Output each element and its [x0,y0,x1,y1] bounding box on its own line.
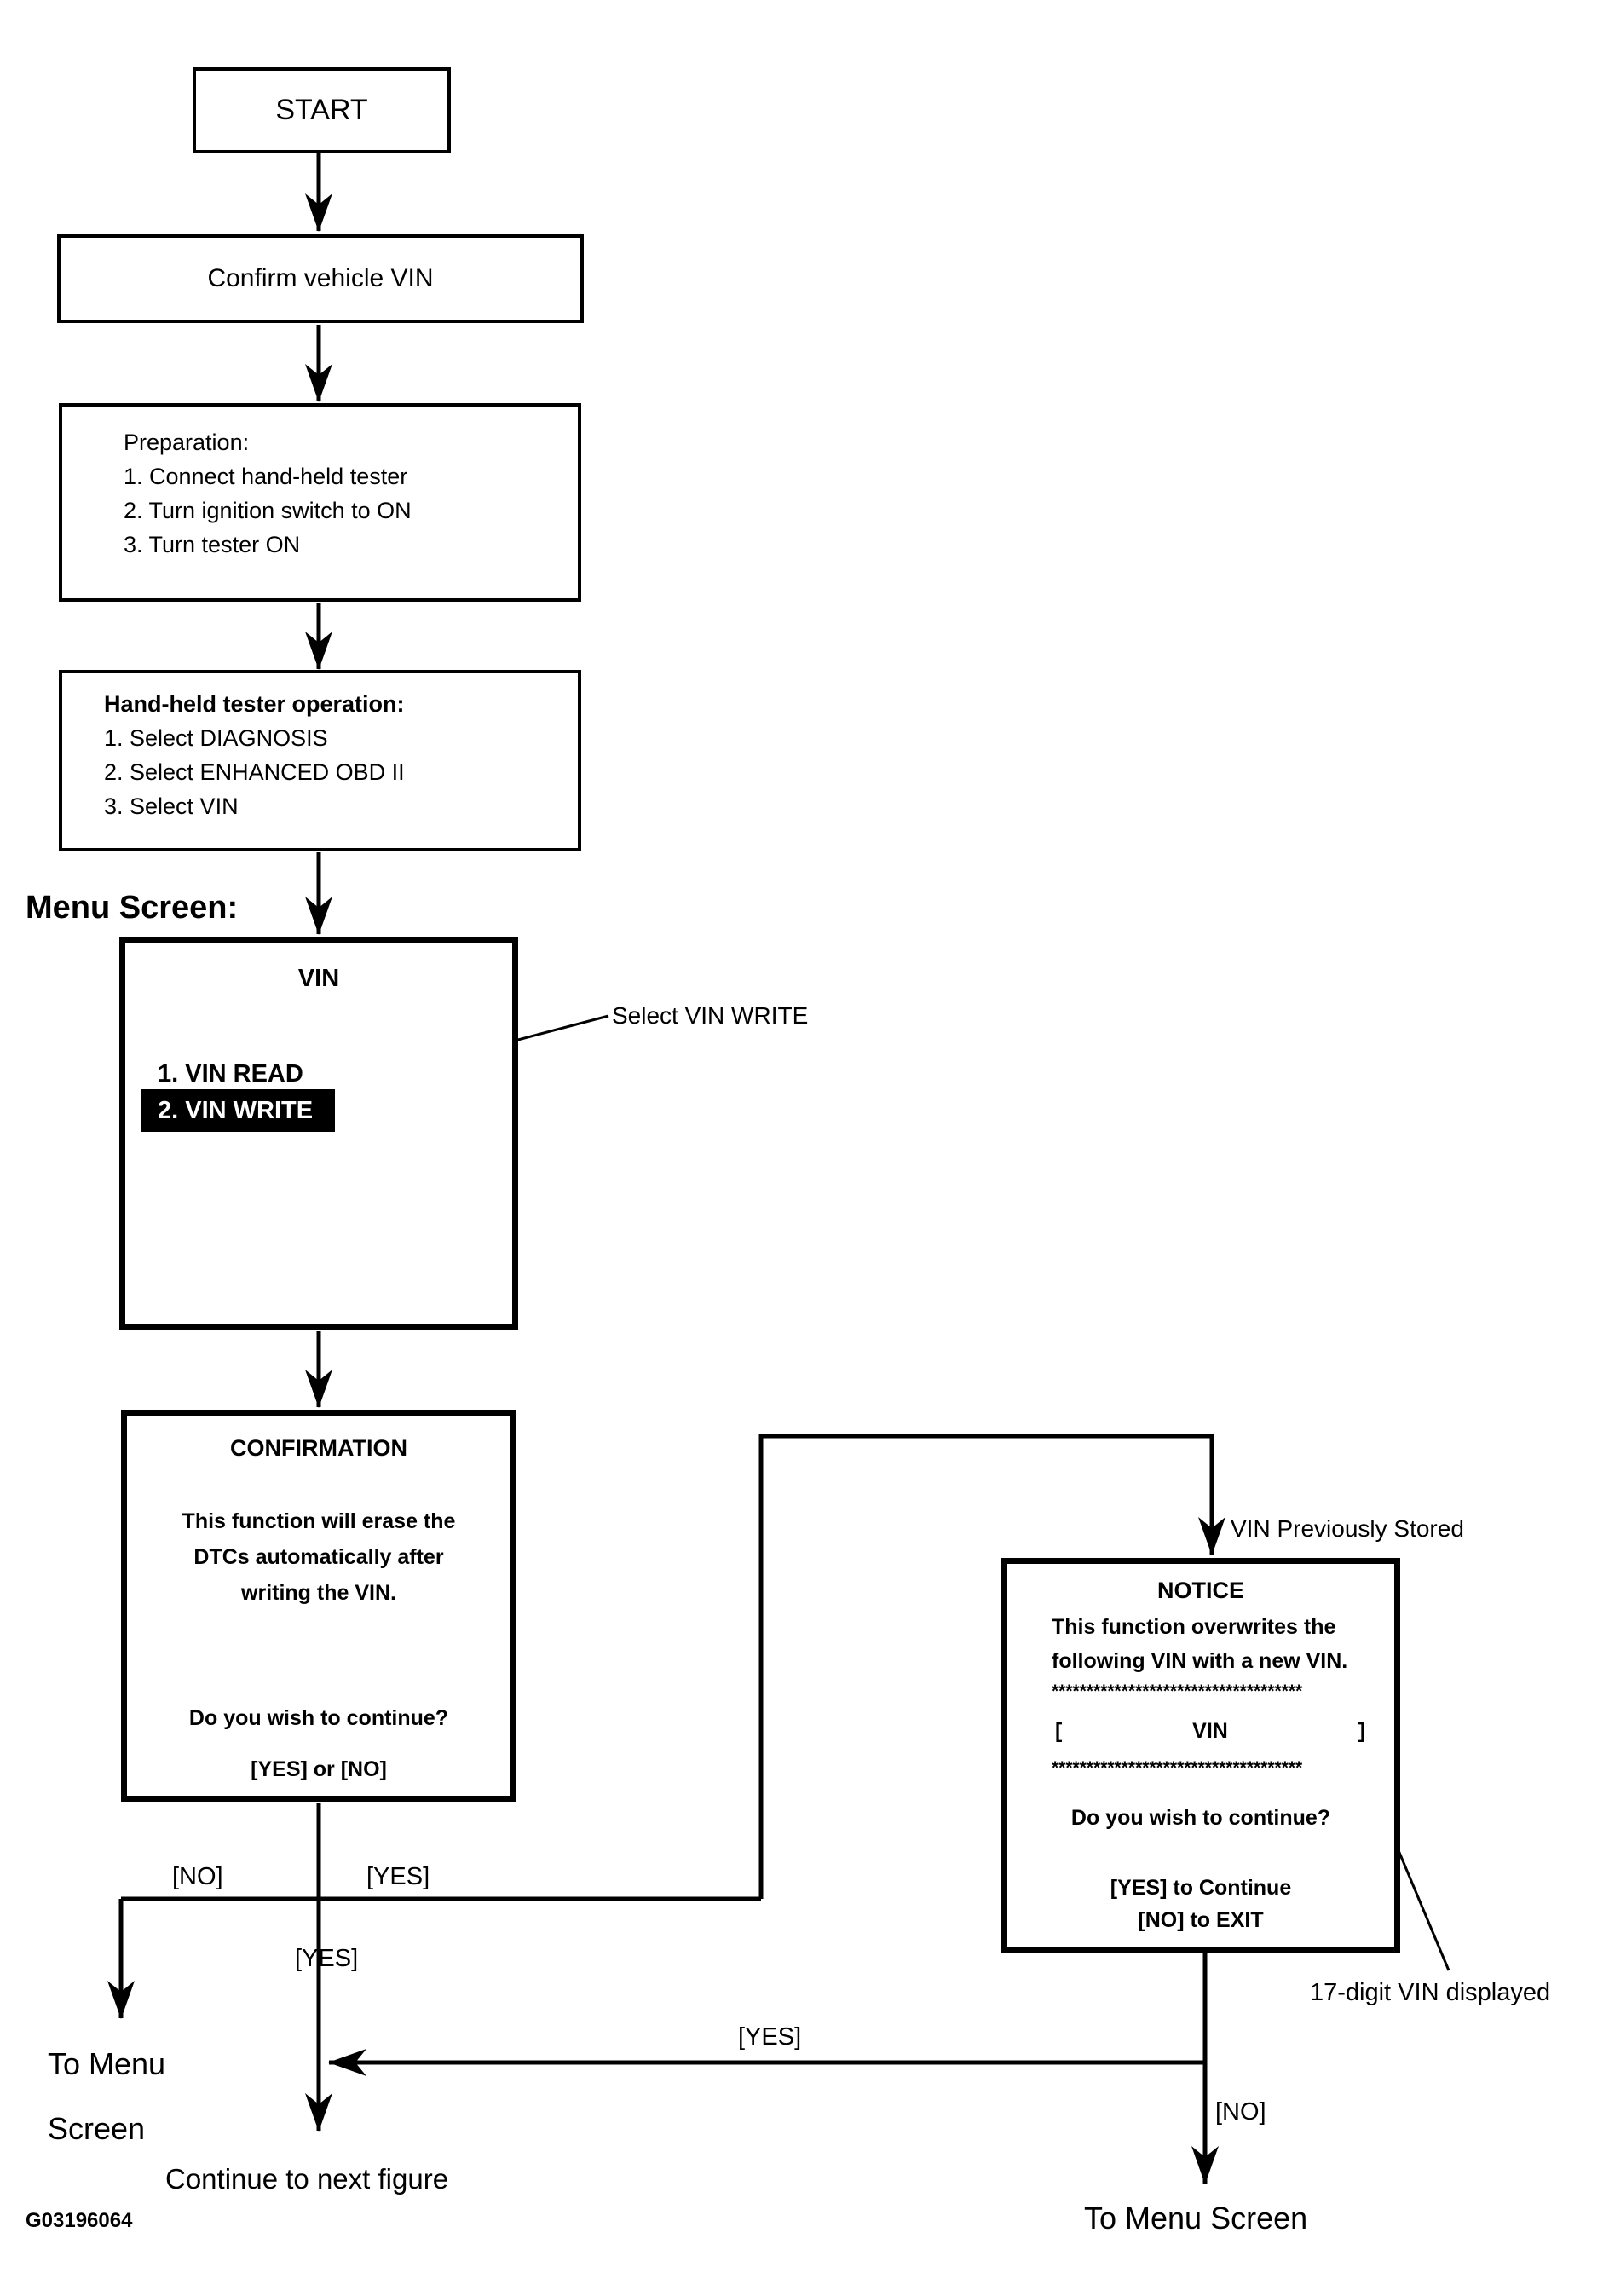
confirmation-screen [121,1410,516,1802]
stored-vin-value: VIN [1192,1719,1228,1743]
asterisk-divider-top: ************************************ [1052,1682,1303,1701]
bracket-open: [ [1055,1719,1063,1743]
start-label: START [275,94,368,126]
notice-message [1052,1610,1347,1678]
continue-to-next-figure-label: Continue to next figure [165,2163,449,2195]
vin-menu-screen [119,937,518,1330]
stored-vin-field [1055,1719,1365,1744]
menu-item-vin-read: 1. VIN READ [158,1060,303,1087]
asterisk-divider-bottom: ************************************ [1052,1758,1303,1778]
preparation-step [59,403,581,602]
confirmation-message-line-3: writing the VIN. [241,1581,396,1605]
branch-label-no-notice: [NO] [1215,2098,1266,2126]
menu-screen-caption: Menu Screen: [26,890,239,926]
confirmation-message-line-2: DTCs automatically after [193,1545,444,1569]
notice-message-line-2: following VIN with a new VIN. [1052,1649,1348,1673]
branch-label-yes-right: [YES] [366,1863,430,1890]
tester-operation-step-1: 1. Select DIAGNOSIS [104,725,328,751]
tester-operation-heading: Hand-held tester operation: [104,691,405,717]
notice-yes-option: [YES] to Continue [1110,1876,1292,1900]
notice-message-line-1: This function overwrites the [1052,1615,1336,1639]
vin-previously-stored-label: VIN Previously Stored [1231,1515,1464,1542]
confirmation-message [127,1503,510,1611]
branch-label-no-left: [NO] [172,1863,223,1890]
confirmation-question: Do you wish to continue? [188,1706,449,1730]
confirm-vin-step [57,234,584,323]
preparation-step-1: 1. Connect hand-held tester [124,464,408,489]
branch-label-yes-down: [YES] [295,1945,359,1972]
notice-screen [1001,1558,1400,1953]
notice-no-option: [NO] to EXIT [1138,1908,1264,1932]
vin-displayed-callout: 17-digit VIN displayed [1310,1979,1551,2006]
tester-operation-step-2: 2. Select ENHANCED OBD II [104,759,405,785]
figure-id: G03196064 [26,2209,133,2232]
exit-to-menu-screen-left [48,2032,235,2161]
bracket-close: ] [1358,1719,1365,1743]
preparation-step-2: 2. Turn ignition switch to ON [124,498,412,523]
exit-to-menu-screen-right: To Menu Screen [1084,2201,1308,2235]
confirmation-options: [YES] or [NO] [251,1757,387,1781]
tester-operation-step-3: 3. Select VIN [104,793,239,819]
menu-item-vin-write-selected [141,1089,335,1132]
preparation-heading: Preparation: [124,430,250,455]
exit-left-line-2: Screen [48,2111,146,2146]
preparation-step-3: 3. Turn tester ON [124,532,301,557]
tester-operation-step [59,670,581,851]
start-node [193,67,451,153]
vin-write-label: 2. VIN WRITE [158,1096,314,1124]
select-vin-write-callout: Select VIN WRITE [612,1002,809,1029]
exit-left-line-1: To Menu [48,2046,166,2081]
vin-menu-title: VIN [297,965,340,992]
notice-title: NOTICE [1156,1578,1244,1603]
confirmation-message-line-1: This function will erase the [182,1509,456,1533]
confirmation-title: CONFIRMATION [230,1435,407,1461]
confirm-vin-label: Confirm vehicle VIN [207,264,434,292]
branch-label-yes-notice: [YES] [738,2023,802,2051]
notice-question: Do you wish to continue? [1070,1806,1331,1830]
